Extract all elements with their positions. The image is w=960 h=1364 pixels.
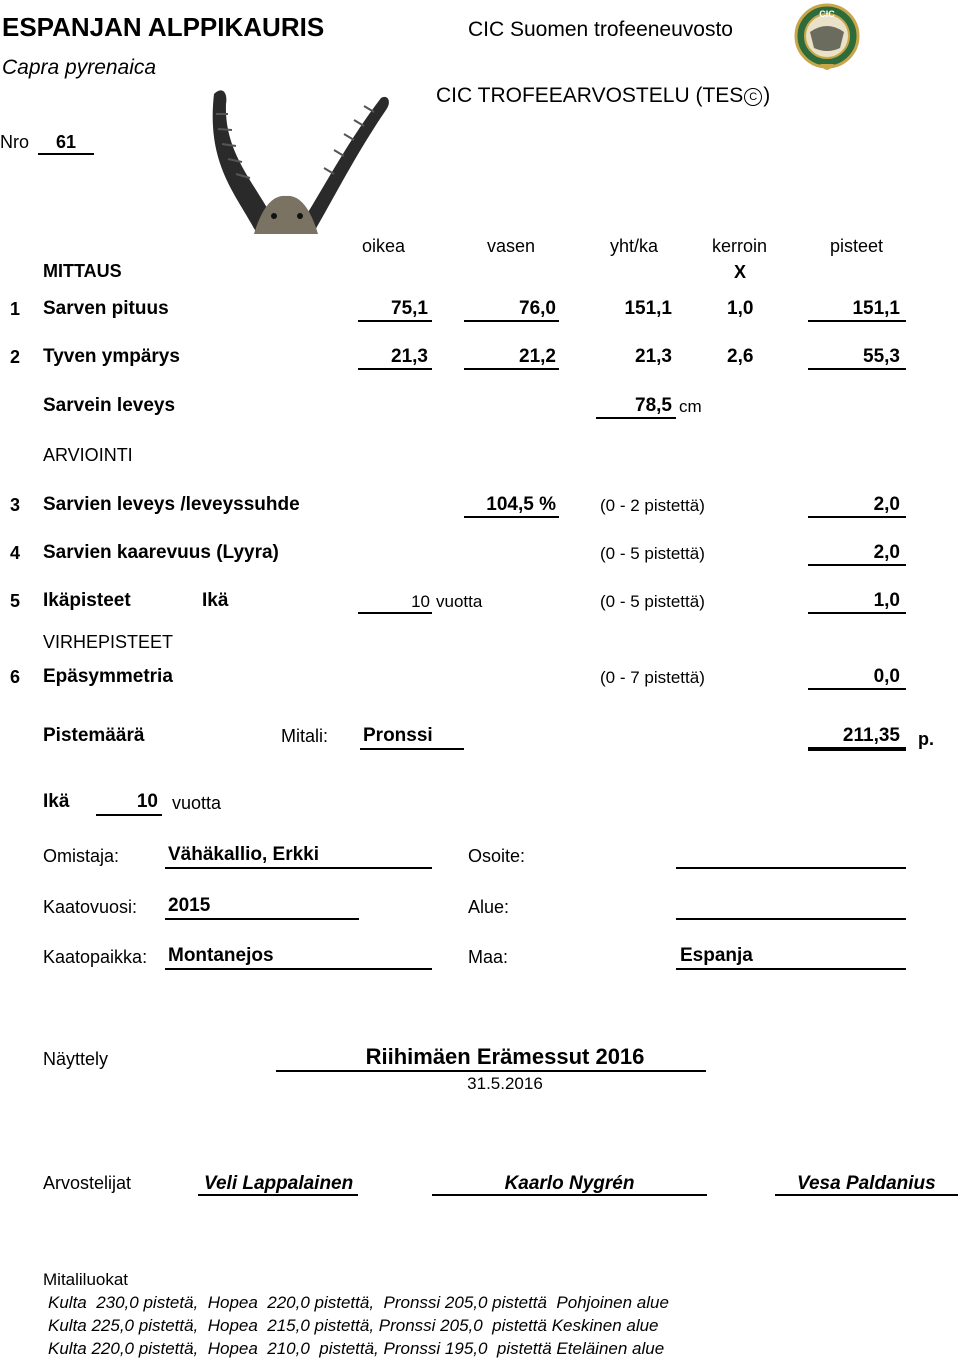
nro-underline (38, 153, 94, 155)
medals-label: Mitaliluokat (43, 1270, 129, 1289)
medals-line-3: Kulta 220,0 pistettä, Hopea 210,0 pistettä, Pronssi 195,0 pistettä Eteläinen alue (48, 1339, 665, 1358)
row1-kerroin: 1,0 (727, 298, 754, 319)
maa-label: Maa: (468, 947, 509, 967)
mitali-line (360, 748, 464, 750)
leveys-label: Sarvein leveys (43, 395, 176, 416)
age-value: 10 (136, 791, 158, 812)
row6-num: 6 (10, 667, 21, 687)
row5-num: 5 (10, 591, 21, 611)
row2-oikea-line (358, 368, 432, 370)
row2-kerroin: 2,6 (727, 346, 754, 367)
species-latin: Capra pyrenaica (2, 56, 157, 79)
kaatovuosi-label: Kaatovuosi: (43, 897, 138, 917)
ibex-horns-image (196, 84, 396, 234)
nayttely-label: Näyttely (43, 1049, 109, 1069)
row5-range: (0 - 5 pistettä) (600, 592, 705, 611)
col-yhtka: yht/ka (610, 236, 659, 256)
judge-1: Veli Lappalainen (204, 1173, 354, 1194)
form-title-end: ) (763, 84, 771, 107)
osoite-line (676, 867, 906, 869)
row3-value: 104,5 % (486, 494, 556, 515)
row1-num: 1 (10, 299, 21, 319)
row5-unit: vuotta (436, 592, 483, 611)
nro-label: Nro (0, 132, 30, 152)
row3-pisteet-line (808, 516, 906, 518)
row3-pisteet: 2,0 (873, 494, 900, 515)
row2-yht: 21,3 (635, 346, 672, 367)
kaatopaikka-value: Montanejos (168, 945, 274, 966)
section-arviointi: ARVIOINTI (43, 445, 133, 465)
row2-pisteet: 55,3 (863, 346, 900, 367)
omistaja-value: Vähäkallio, Erkki (168, 844, 320, 865)
row3-range: (0 - 2 pistettä) (600, 496, 705, 515)
row5-pisteet: 1,0 (873, 590, 900, 611)
kaatopaikka-label: Kaatopaikka: (43, 947, 148, 967)
medals-line-1: Kulta 230,0 pistetä, Hopea 220,0 pistettä, Pronssi 205,0 pistettä Pohjoinen alue (48, 1293, 669, 1312)
row3-num: 3 (10, 495, 21, 515)
osoite-label: Osoite: (468, 846, 526, 866)
row5-pisteet-line (808, 612, 906, 614)
medals-line-2: Kulta 225,0 pistettä, Hopea 215,0 pistettä, Pronssi 205,0 pistettä Keskinen alue (48, 1316, 659, 1335)
row2-label: Tyven ympärys (43, 346, 180, 367)
omistaja-line (165, 867, 432, 869)
judge-2-line (432, 1194, 707, 1196)
row3-label: Sarvien leveys /leveyssuhde (43, 494, 300, 515)
section-mittaus: MITTAUS (43, 261, 122, 281)
maa-value: Espanja (680, 945, 753, 966)
row1-yht: 151,1 (624, 298, 672, 319)
row1-pisteet-line (808, 320, 906, 322)
row5-ika-value: 10 (411, 592, 430, 611)
form-title (436, 84, 770, 108)
row4-pisteet-line (808, 564, 906, 566)
col-vasen: vasen (487, 236, 536, 256)
row1-pisteet: 151,1 (852, 298, 900, 319)
row6-label: Epäsymmetria (43, 666, 173, 687)
leveys-value: 78,5 (635, 395, 672, 416)
judge-2: Kaarlo Nygrén (504, 1173, 635, 1194)
row1-vasen: 76,0 (519, 298, 556, 319)
age-unit: vuotta (172, 793, 222, 813)
judge-3-line (775, 1194, 958, 1196)
age-label: Ikä (43, 791, 70, 812)
maa-line (676, 968, 906, 970)
row4-num: 4 (10, 543, 21, 563)
judges-label: Arvostelijat (43, 1173, 132, 1193)
total-score: 211,35 (842, 725, 900, 746)
leveys-line (596, 417, 676, 419)
nro-value: 61 (56, 132, 77, 152)
mitali-value: Pronssi (363, 725, 433, 746)
row2-vasen: 21,2 (519, 346, 556, 367)
row5-ika-line (358, 612, 432, 614)
row1-vasen-line (464, 320, 559, 322)
row1-label: Sarven pituus (43, 298, 169, 319)
omistaja-label: Omistaja: (43, 846, 120, 866)
nayttely-date: 31.5.2016 (467, 1074, 543, 1093)
kaatopaikka-line (165, 968, 432, 970)
row4-range: (0 - 5 pistettä) (600, 544, 705, 563)
kaatovuosi-line (165, 918, 359, 920)
row6-range: (0 - 7 pistettä) (600, 668, 705, 687)
row1-oikea: 75,1 (391, 298, 428, 319)
age-line (96, 814, 162, 816)
nayttely-line (276, 1070, 706, 1072)
row5-ika-label: Ikä (202, 590, 229, 611)
row2-vasen-line (464, 368, 559, 370)
nayttely-name: Riihimäen Erämessut 2016 (365, 1044, 645, 1069)
row6-pisteet: 0,0 (873, 666, 900, 687)
cic-logo (790, 2, 864, 78)
total-score-line (808, 747, 906, 751)
row4-label: Sarvien kaarevuus (Lyyra) (43, 542, 279, 563)
row3-value-line (464, 516, 559, 518)
col-x: X (734, 262, 747, 282)
logo-text: CIC (819, 9, 835, 19)
alue-label: Alue: (468, 897, 510, 917)
mitali-label: Mitali: (281, 726, 329, 746)
kaatovuosi-value: 2015 (168, 895, 211, 916)
col-pisteet: pisteet (830, 236, 884, 256)
organization-name: CIC Suomen trofeeneuvosto (468, 18, 733, 41)
row2-num: 2 (10, 347, 21, 367)
row4-pisteet: 2,0 (873, 542, 900, 563)
judge-3: Vesa Paldanius (797, 1173, 936, 1194)
copyright-symbol: C (744, 88, 762, 106)
section-virhepisteet: VIRHEPISTEET (43, 632, 174, 652)
total-label: Pistemäärä (43, 725, 145, 746)
alue-line (676, 918, 906, 920)
form-title-text: CIC TROFEEARVOSTELU (TES (436, 84, 744, 107)
judge-1-line (198, 1194, 358, 1196)
col-kerroin: kerroin (712, 236, 768, 256)
total-unit: p. (918, 729, 934, 749)
row2-oikea: 21,3 (391, 346, 428, 367)
row2-pisteet-line (808, 368, 906, 370)
row1-oikea-line (358, 320, 432, 322)
row5-label: Ikäpisteet (43, 590, 131, 611)
species-title: ESPANJAN ALPPIKAURIS (2, 12, 325, 42)
row6-pisteet-line (808, 688, 906, 690)
leveys-unit: cm (679, 397, 702, 416)
col-oikea: oikea (362, 236, 406, 256)
